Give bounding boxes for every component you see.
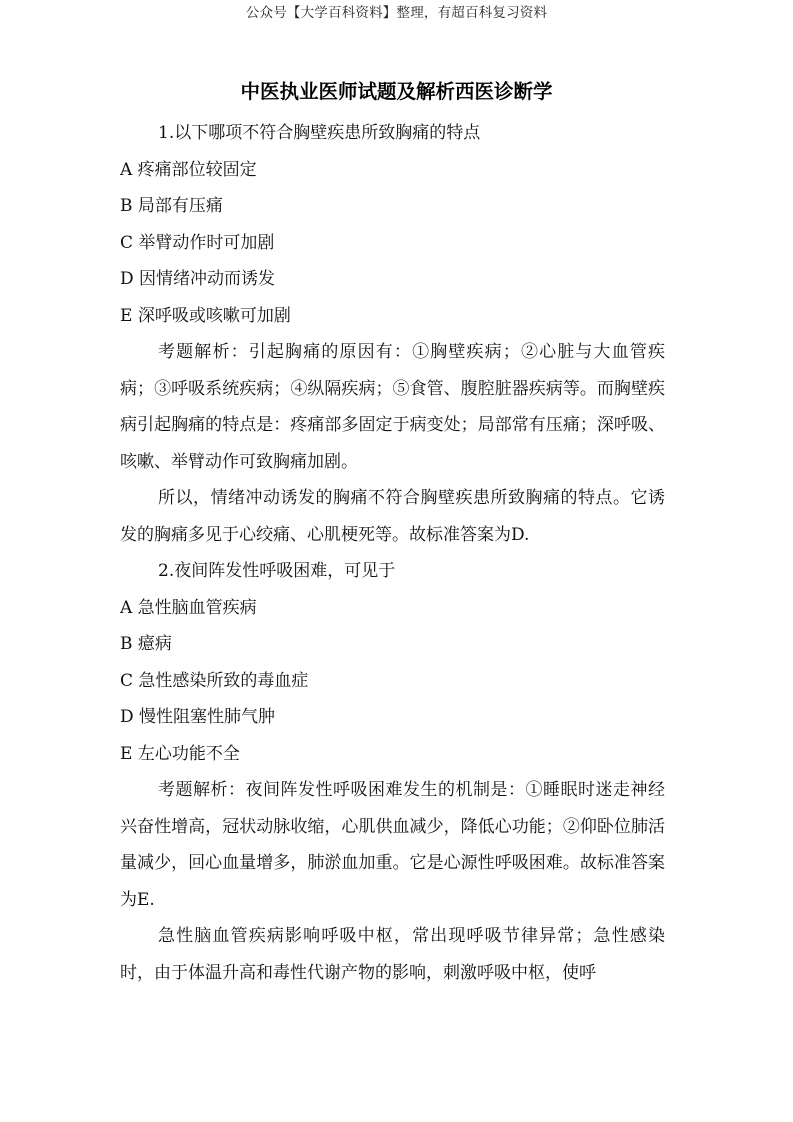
question-1-option-d: D 因情绪冲动而诱发 [120, 269, 276, 289]
document-title: 中医执业医师试题及解析西医诊断学 [240, 80, 553, 103]
page-header-note: 公众号【大学百科资料】整理，有超百科复习资料 [245, 5, 548, 21]
question-2-option-d: D 慢性阻塞性肺气肿 [120, 707, 276, 727]
question-1-option-e: E 深呼吸或咳嗽可加剧 [120, 305, 291, 326]
question-1-stem: 1.以下哪项不符合胸壁疾患所致胸痛的特点 [158, 123, 481, 143]
question-1-analysis-conclusion: 所以，情绪冲动诱发的胸痛不符合胸壁疾患所致胸痛的特点。它诱发的胸痛多见于心绞痛、心肌梗死等。故标准答案为D. [120, 488, 665, 545]
question-2-analysis: 考题解析：夜间阵发性呼吸困难发生的机制是：①睡眠时迷走神经兴奋性增高，冠状动脉收缩，心肌供血减少，降低心功能；②仰卧位肺活量减少，回心血量增多，肺淤血加重。它是心源性呼吸困难。故标准答案为E. [120, 780, 665, 910]
question-1-analysis: 考题解析：引起胸痛的原因有：①胸壁疾病；②心脏与大血管疾病；③呼吸系统疾病；④纵隔疾病；⑤食管、腹腔脏器疾病等。而胸壁疾病引起胸痛的特点是：疼痛部多固定于病变处；局部常有压痛；深呼吸、咳嗽、举臂动作可致胸痛加剧。 [120, 342, 665, 472]
question-2-analysis-continued: 急性脑血管疾病影响呼吸中枢，常出现呼吸节律异常；急性感染时，由于体温升高和毒性代谢产物的影响，刺激呼吸中枢，使呼 [120, 926, 665, 983]
question-2-option-c: C 急性感染所致的毒血症 [120, 670, 309, 691]
question-2-option-a: A 急性脑血管疾病 [120, 597, 257, 618]
document-body [120, 115, 665, 991]
question-1-option-c: C 举臂动作时可加剧 [120, 232, 275, 253]
question-1-option-b: B 局部有压痛 [120, 196, 223, 216]
question-2-stem: 2.夜间阵发性呼吸困难，可见于 [158, 561, 396, 581]
question-2-option-b: B 癔病 [120, 634, 172, 654]
question-2-option-e: E 左心功能不全 [120, 743, 240, 764]
question-1-option-a: A 疼痛部位较固定 [120, 159, 257, 180]
